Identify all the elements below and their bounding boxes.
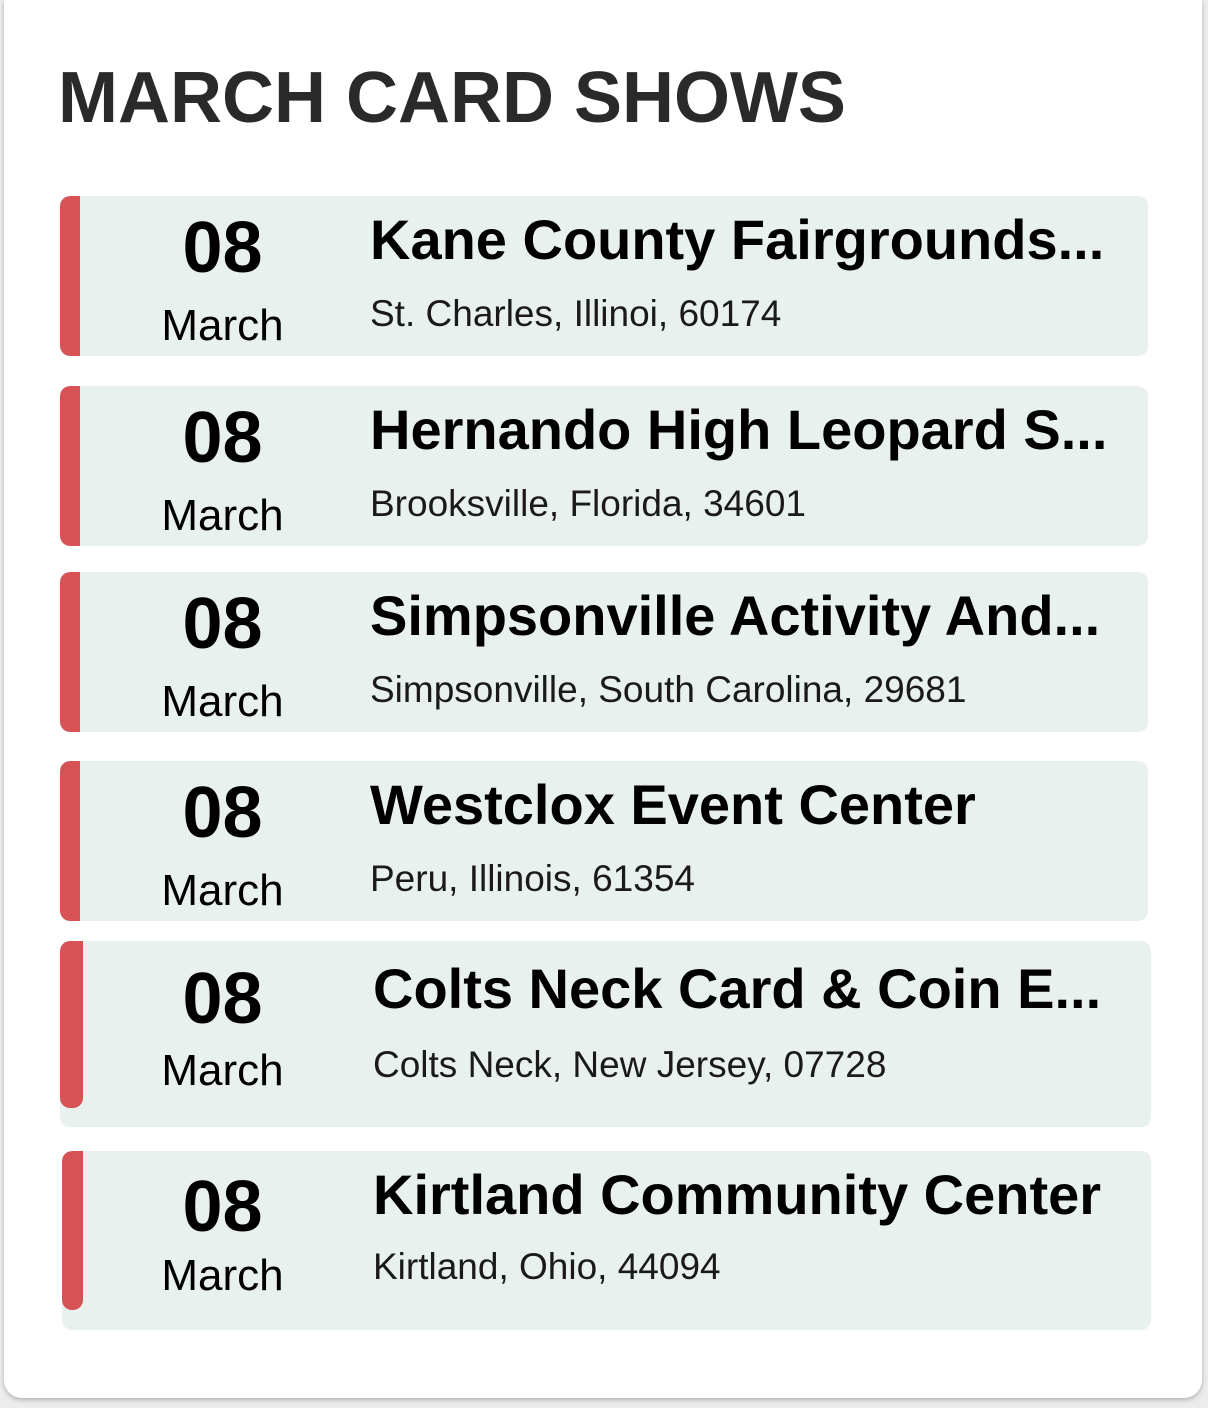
show-venue: Kirtland Community Center [373, 1163, 1102, 1226]
show-venue: Hernando High Leopard S... [370, 398, 1108, 461]
show-month: March [161, 301, 284, 350]
show-venue: Colts Neck Card & Coin E... [373, 957, 1102, 1020]
show-location: St. Charles, Illinoi, 60174 [370, 293, 782, 334]
show-day: 08 [182, 773, 263, 853]
show-item[interactable] [60, 761, 1148, 921]
show-item[interactable] [60, 196, 1148, 356]
show-accent-bar [60, 572, 80, 732]
show-day: 08 [182, 208, 263, 288]
show-month: March [161, 491, 284, 540]
show-item[interactable] [60, 572, 1148, 732]
show-location: Kirtland, Ohio, 44094 [373, 1246, 721, 1287]
show-day: 08 [182, 959, 263, 1039]
show-item[interactable] [60, 386, 1148, 546]
show-day: 08 [182, 1167, 263, 1247]
card-shows-panel [4, 0, 1202, 1398]
show-location: Brooksville, Florida, 34601 [370, 483, 806, 524]
show-month: March [161, 1251, 284, 1300]
show-day: 08 [182, 584, 263, 664]
show-location: Simpsonville, South Carolina, 29681 [370, 669, 967, 710]
show-location: Colts Neck, New Jersey, 07728 [373, 1044, 887, 1085]
show-day: 08 [182, 398, 263, 478]
show-location: Peru, Illinois, 61354 [370, 858, 695, 899]
show-accent-bar [60, 386, 80, 546]
show-venue: Westclox Event Center [370, 773, 976, 836]
show-venue: Kane County Fairgrounds... [370, 208, 1105, 271]
show-accent-bar [60, 196, 80, 356]
show-accent-bar [60, 761, 80, 921]
show-item[interactable] [60, 941, 1151, 1127]
show-month: March [161, 866, 284, 915]
show-venue: Simpsonville Activity And... [370, 584, 1101, 647]
page-title: MARCH CARD SHOWS [58, 58, 846, 138]
show-month: March [161, 1046, 284, 1095]
show-item[interactable] [62, 1151, 1151, 1330]
show-month: March [161, 677, 284, 726]
